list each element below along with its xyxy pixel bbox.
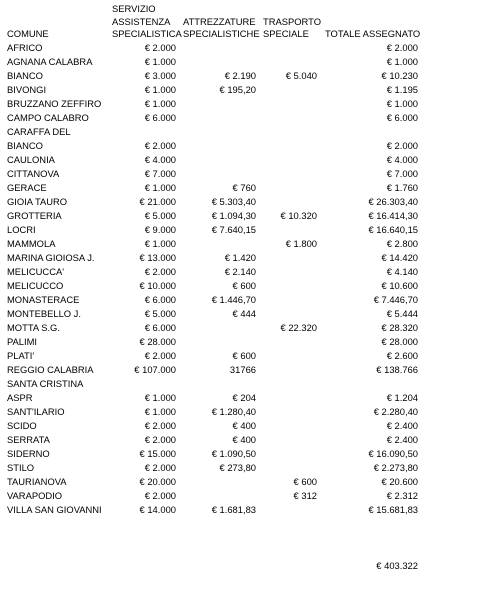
servizio-cell: € 2.000 bbox=[144, 42, 176, 53]
totale-cell: € 2.400 bbox=[386, 434, 418, 445]
servizio-cell: € 2.000 bbox=[144, 434, 176, 445]
comune-cell: GERACE bbox=[7, 182, 47, 193]
trasporto-cell: € 312 bbox=[293, 490, 317, 501]
trasporto-cell: € 22.320 bbox=[280, 322, 317, 333]
servizio-cell: € 10.000 bbox=[139, 280, 176, 291]
comune-cell: VILLA SAN GIOVANNI bbox=[7, 504, 102, 515]
totale-cell: € 28.000 bbox=[381, 336, 418, 347]
servizio-cell: € 15.000 bbox=[139, 448, 176, 459]
totale-cell: € 5.444 bbox=[386, 308, 418, 319]
totale-cell: € 2.000 bbox=[386, 42, 418, 53]
totale-cell: € 2.400 bbox=[386, 420, 418, 431]
totale-cell: € 2.800 bbox=[386, 238, 418, 249]
comune-cell: MARINA GIOIOSA J. bbox=[7, 252, 95, 263]
servizio-cell: € 3.000 bbox=[144, 70, 176, 81]
totale-cell: € 7.000 bbox=[386, 168, 418, 179]
servizio-cell: € 1.000 bbox=[144, 238, 176, 249]
servizio-cell: € 2.000 bbox=[144, 266, 176, 277]
comune-cell: GROTTERIA bbox=[7, 210, 62, 221]
attrezzature-cell: € 273,80 bbox=[219, 462, 256, 473]
trasporto-cell: € 600 bbox=[293, 476, 317, 487]
comune-cell: SIDERNO bbox=[7, 448, 50, 459]
comune-cell: PALIMI bbox=[7, 336, 38, 347]
comune-cell: MELICUCCA' bbox=[7, 266, 65, 277]
attrezzature-cell: € 400 bbox=[232, 434, 256, 445]
comune-cell: AGNANA CALABRA bbox=[7, 56, 93, 67]
comune-cell: CAULONIA bbox=[7, 154, 55, 165]
totale-cell: € 16.414,30 bbox=[368, 210, 418, 221]
attrezzature-cell: € 204 bbox=[232, 392, 256, 403]
servizio-cell: € 2.000 bbox=[144, 350, 176, 361]
header-trasporto-line1: TRASPORTO bbox=[263, 16, 321, 27]
totale-cell: € 26.303,40 bbox=[368, 196, 418, 207]
comune-cell: BRUZZANO ZEFFIRO bbox=[7, 98, 102, 109]
comune-cell: BIANCO bbox=[7, 140, 43, 151]
comune-cell: VARAPODIO bbox=[7, 490, 63, 501]
totale-cell: € 2.273,80 bbox=[373, 462, 418, 473]
servizio-cell: € 7.000 bbox=[144, 168, 176, 179]
comune-cell: MONTEBELLO J. bbox=[7, 308, 81, 319]
header-servizio-line3: SPECIALISTICA bbox=[112, 28, 182, 39]
comune-cell: GIOIA TAURO bbox=[7, 196, 68, 207]
servizio-cell: € 2.000 bbox=[144, 140, 176, 151]
totale-cell: € 4.000 bbox=[386, 154, 418, 165]
servizio-cell: € 13.000 bbox=[139, 252, 176, 263]
comune-cell: MONASTERACE bbox=[7, 294, 80, 305]
comune-cell: CARAFFA DEL bbox=[7, 126, 71, 137]
totale-cell: € 14.420 bbox=[381, 252, 418, 263]
totale-cell: € 6.000 bbox=[386, 112, 418, 123]
comune-cell: MELICUCCO bbox=[7, 280, 64, 291]
attrezzature-cell: € 5.303,40 bbox=[211, 196, 256, 207]
servizio-cell: € 6.000 bbox=[144, 112, 176, 123]
comune-cell: LOCRI bbox=[7, 224, 36, 235]
servizio-cell: € 9.000 bbox=[144, 224, 176, 235]
comune-cell: SANTA CRISTINA bbox=[7, 378, 84, 389]
totale-cell: € 2.600 bbox=[386, 350, 418, 361]
totale-cell: € 1.000 bbox=[386, 98, 418, 109]
comune-cell: STILO bbox=[7, 462, 35, 473]
servizio-cell: € 14.000 bbox=[139, 504, 176, 515]
servizio-cell: € 5.000 bbox=[144, 308, 176, 319]
totale-cell: € 10.230 bbox=[381, 70, 418, 81]
totale-cell: € 2.312 bbox=[386, 490, 418, 501]
header-attrezzature-line2: SPECIALISTICHE bbox=[183, 28, 260, 39]
servizio-cell: € 28.000 bbox=[139, 336, 176, 347]
attrezzature-cell: € 1.280,40 bbox=[211, 406, 256, 417]
header-attrezzature-line1: ATTREZZATURE bbox=[183, 16, 256, 27]
servizio-cell: € 20.000 bbox=[139, 476, 176, 487]
servizio-cell: € 2.000 bbox=[144, 490, 176, 501]
comune-cell: BIVONGI bbox=[7, 84, 47, 95]
comune-cell: CAMPO CALABRO bbox=[7, 112, 89, 123]
comune-cell: MAMMOLA bbox=[7, 238, 56, 249]
totale-cell: € 1.760 bbox=[386, 182, 418, 193]
attrezzature-cell: € 600 bbox=[232, 350, 256, 361]
servizio-cell: € 1.000 bbox=[144, 392, 176, 403]
totale-cell: € 28.320 bbox=[381, 322, 418, 333]
attrezzature-cell: € 444 bbox=[232, 308, 256, 319]
totale-cell: € 16.090,50 bbox=[368, 448, 418, 459]
attrezzature-cell: € 1.420 bbox=[224, 252, 256, 263]
servizio-cell: € 1.000 bbox=[144, 406, 176, 417]
totale-cell: € 1.204 bbox=[386, 392, 418, 403]
comune-cell: TAURIANOVA bbox=[7, 476, 67, 487]
totale-cell: € 138.766 bbox=[376, 364, 418, 375]
comune-cell: ASPR bbox=[7, 392, 33, 403]
attrezzature-cell: € 2.190 bbox=[224, 70, 256, 81]
servizio-cell: € 6.000 bbox=[144, 322, 176, 333]
totale-cell: € 4.140 bbox=[386, 266, 418, 277]
attrezzature-cell: € 1.446,70 bbox=[211, 294, 256, 305]
servizio-cell: € 2.000 bbox=[144, 420, 176, 431]
servizio-cell: € 1.000 bbox=[144, 84, 176, 95]
totale-cell: € 1.000 bbox=[386, 56, 418, 67]
totale-cell: € 10.600 bbox=[381, 280, 418, 291]
servizio-cell: € 4.000 bbox=[144, 154, 176, 165]
servizio-cell: € 2.000 bbox=[144, 462, 176, 473]
totale-cell: € 16.640,15 bbox=[368, 224, 418, 235]
servizio-cell: € 1.000 bbox=[144, 98, 176, 109]
attrezzature-cell: € 600 bbox=[232, 280, 256, 291]
header-trasporto-line2: SPECIALE bbox=[263, 28, 309, 39]
totale-cell: € 2.000 bbox=[386, 140, 418, 151]
totale-cell: € 20.600 bbox=[381, 476, 418, 487]
comune-cell: CITTANOVA bbox=[7, 168, 60, 179]
servizio-cell: € 1.000 bbox=[144, 182, 176, 193]
servizio-cell: € 1.000 bbox=[144, 56, 176, 67]
header-totale: TOTALE ASSEGNATO bbox=[325, 28, 421, 39]
comune-cell: SANT'ILARIO bbox=[7, 406, 65, 417]
totale-cell: € 1.195 bbox=[386, 84, 418, 95]
comune-cell: BIANCO bbox=[7, 70, 43, 81]
attrezzature-cell: € 195,20 bbox=[219, 84, 256, 95]
attrezzature-cell: € 1.090,50 bbox=[211, 448, 256, 459]
attrezzature-cell: € 1.094,30 bbox=[211, 210, 256, 221]
comune-cell: SERRATA bbox=[7, 434, 50, 445]
comune-cell: SCIDO bbox=[7, 420, 37, 431]
servizio-cell: € 21.000 bbox=[139, 196, 176, 207]
trasporto-cell: € 10.320 bbox=[280, 210, 317, 221]
attrezzature-cell: 31766 bbox=[229, 364, 256, 375]
totale-cell: € 7.446,70 bbox=[373, 294, 418, 305]
servizio-cell: € 6.000 bbox=[144, 294, 176, 305]
attrezzature-cell: € 7.640,15 bbox=[211, 224, 256, 235]
attrezzature-cell: € 400 bbox=[232, 420, 256, 431]
header-comune: COMUNE bbox=[7, 28, 49, 39]
header-servizio-line2: ASSISTENZA bbox=[112, 16, 171, 27]
header-servizio-line1: SERVIZIO bbox=[112, 3, 156, 14]
servizio-cell: € 5.000 bbox=[144, 210, 176, 221]
comune-cell: PLATI' bbox=[7, 350, 35, 361]
comune-cell: AFRICO bbox=[7, 42, 43, 53]
servizio-cell: € 107.000 bbox=[134, 364, 176, 375]
attrezzature-cell: € 2.140 bbox=[224, 266, 256, 277]
totale-cell: € 15.681,83 bbox=[368, 504, 418, 515]
comune-cell: REGGIO CALABRIA bbox=[7, 364, 94, 375]
totale-cell: € 2.280,40 bbox=[373, 406, 418, 417]
comune-cell: MOTTA S.G. bbox=[7, 322, 60, 333]
attrezzature-cell: € 760 bbox=[232, 182, 256, 193]
attrezzature-cell: € 1.681,83 bbox=[211, 504, 256, 515]
grand-total: € 403.322 bbox=[376, 560, 418, 571]
trasporto-cell: € 5.040 bbox=[285, 70, 317, 81]
trasporto-cell: € 1.800 bbox=[285, 238, 317, 249]
